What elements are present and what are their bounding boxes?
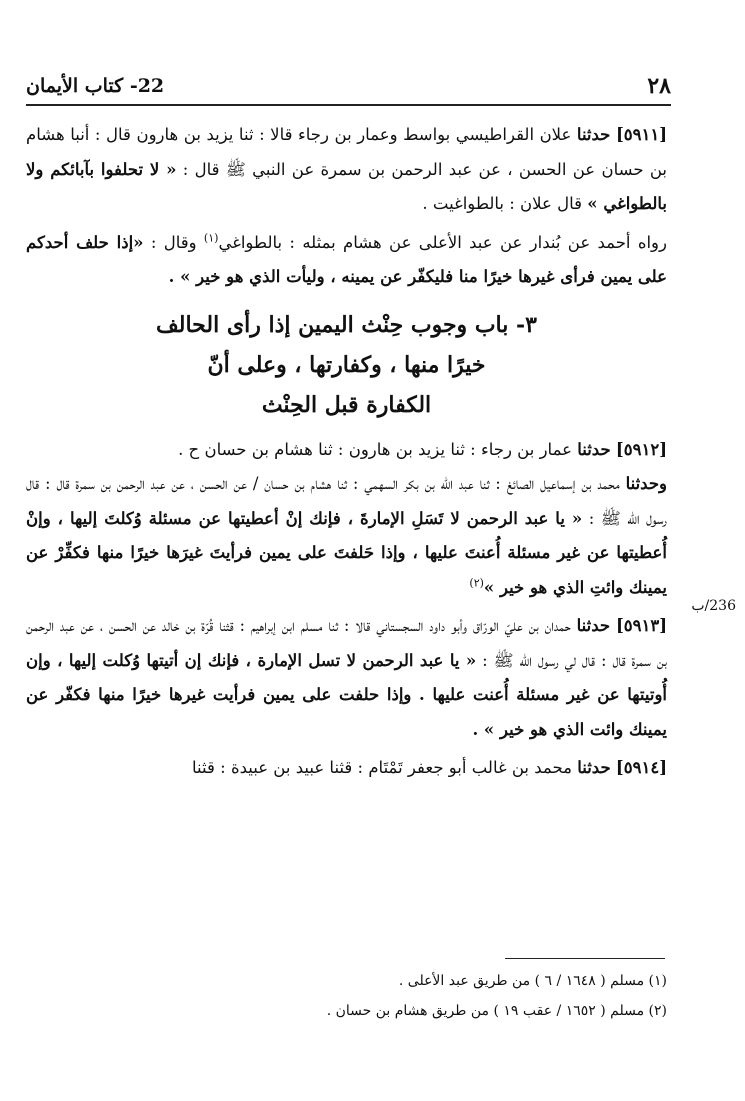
- footnote-2: (٢) مسلم ( ١٦٥٢ / عقب ١٩ ) من طريق هشام بن حسان .: [326, 1003, 667, 1019]
- riwaya-text: رواه أحمد عن بُندار عن عبد الأعلى عن هشام بمثله : بالطواغي: [218, 232, 667, 252]
- page-body: [26, 118, 667, 786]
- hadith-isnad: عمار بن رجاء : ثنا يزيد بن هارون : ثنا هشام بن حسان ح .: [178, 439, 572, 459]
- hadith-lead: حدثنا: [577, 439, 611, 459]
- hadith-isnad: محمد بن غالب أبو جعفر تَمْتَام : قثنا عبيد بن عبيدة : قثنا: [192, 758, 572, 777]
- footnotes: [26, 966, 667, 1026]
- hadith-matn: « يا عبد الرحمن لا تَسَلِ الإمارةَ ، فإنك إنْ أعطيتها عن مسئلة وُكلتَ إليها ، وإنْ أُعطيتها عن غير مسئلة أُعنتَ عليها ، وإذا حَلفتَ على يمين فرأيتَ غيرَها خيرًا منها فكفِّرْ عن يمينك وائتِ الذي هو خير »: [26, 508, 667, 597]
- riwaya-text-2: وقال :: [150, 232, 197, 252]
- footnote-ref-1: (١): [203, 231, 219, 244]
- hadith-matn: « يا عبد الرحمن لا تسل الإمارة ، فإنك إن أتيتها وُكلت إليها ، وإن أُوتيتها عن غير مسئلة أُعنت عليها . وإذا حلفت على يمين فرأيت غيرها خيرًا منها فكفّر عن يمينك وائت الذي هو خير » .: [26, 650, 667, 739]
- hadith-number: [٥٩١٣]: [615, 616, 668, 635]
- hadith-lead: حدثنا: [577, 758, 611, 777]
- hadith-5911: [26, 118, 667, 222]
- hadith-number: [٥٩١٢]: [615, 439, 667, 459]
- footnote-ref-2: (٢): [469, 576, 484, 589]
- chapter-line-3: الكفارة قبل الحِنْث: [261, 391, 432, 418]
- hadith-isnad-2: محمد بن إسماعيل الصائغ : ثنا عبد اللّه بن بكر السهمي : ثنا هشام بن حسان / عن الحسن ، عن عبد الرحمن بن سمرة قال : قال رسول اللّه ﷺ :: [26, 474, 667, 528]
- chapter-line-1: ٣- باب وجوب حِنْث اليمين إذا رأى الحالف: [156, 311, 537, 338]
- hadith-5912-second-isnad: [26, 467, 667, 605]
- hadith-isnad: حمدان بن عليّ الورّاق وأبو داود السجستاني قالا : ثنا مسلم ابن إبراهيم : قثنا قُرّة بن خالد عن الحسن ، عن عبد الرحمن بن سمرة قال : قال لي رسول اللّه ﷺ :: [26, 616, 667, 670]
- chapter-heading: [26, 305, 667, 425]
- running-title: 22- كتاب الأيمان: [26, 75, 165, 97]
- hadith-lead: حدثنا: [576, 616, 611, 635]
- page-header: [26, 68, 671, 106]
- hadith-5912: [26, 433, 667, 468]
- chapter-line-2: خيرًا منها ، وكفارتها ، وعلى أنّ: [207, 351, 486, 378]
- hadith-lead-2: وحدثنا: [625, 474, 667, 493]
- hadith-number: [٥٩١٤]: [615, 758, 667, 777]
- page-number: ٢٨: [647, 73, 671, 99]
- manuscript-folio-marker: 236/ب: [691, 598, 736, 614]
- hadith-note: قال علان : بالطواغيت .: [422, 194, 583, 213]
- hadith-lead: حدثنا: [576, 125, 611, 144]
- hadith-number: [٥٩١١]: [615, 125, 668, 144]
- hadith-5913: [26, 609, 667, 747]
- hadith-isnad: علان القراطيسي بواسط وعمار بن رجاء قالا : ثنا يزيد بن هارون قال : أنبا هشام بن حسان عن الحسن ، عن عبد الرحمن بن سمرة عن النبي ﷺ قال :: [26, 125, 667, 179]
- hadith-5914: [26, 751, 667, 786]
- hadith-matn: « لا تحلفوا بآبائكم ولا بالطواغي »: [26, 159, 667, 213]
- footnote-1: (١) مسلم ( ١٦٤٨ / ٦ ) من طريق عبد الأعلى .: [398, 973, 667, 989]
- riwaya-matn: «إذا حلف أحدكم على يمين فرأى غيرها خيرًا منا فليكفّر عن يمينه ، وليأت الذي هو خير » .: [26, 232, 667, 286]
- footnote-divider: [505, 958, 665, 959]
- riwaya-paragraph: [26, 226, 667, 295]
